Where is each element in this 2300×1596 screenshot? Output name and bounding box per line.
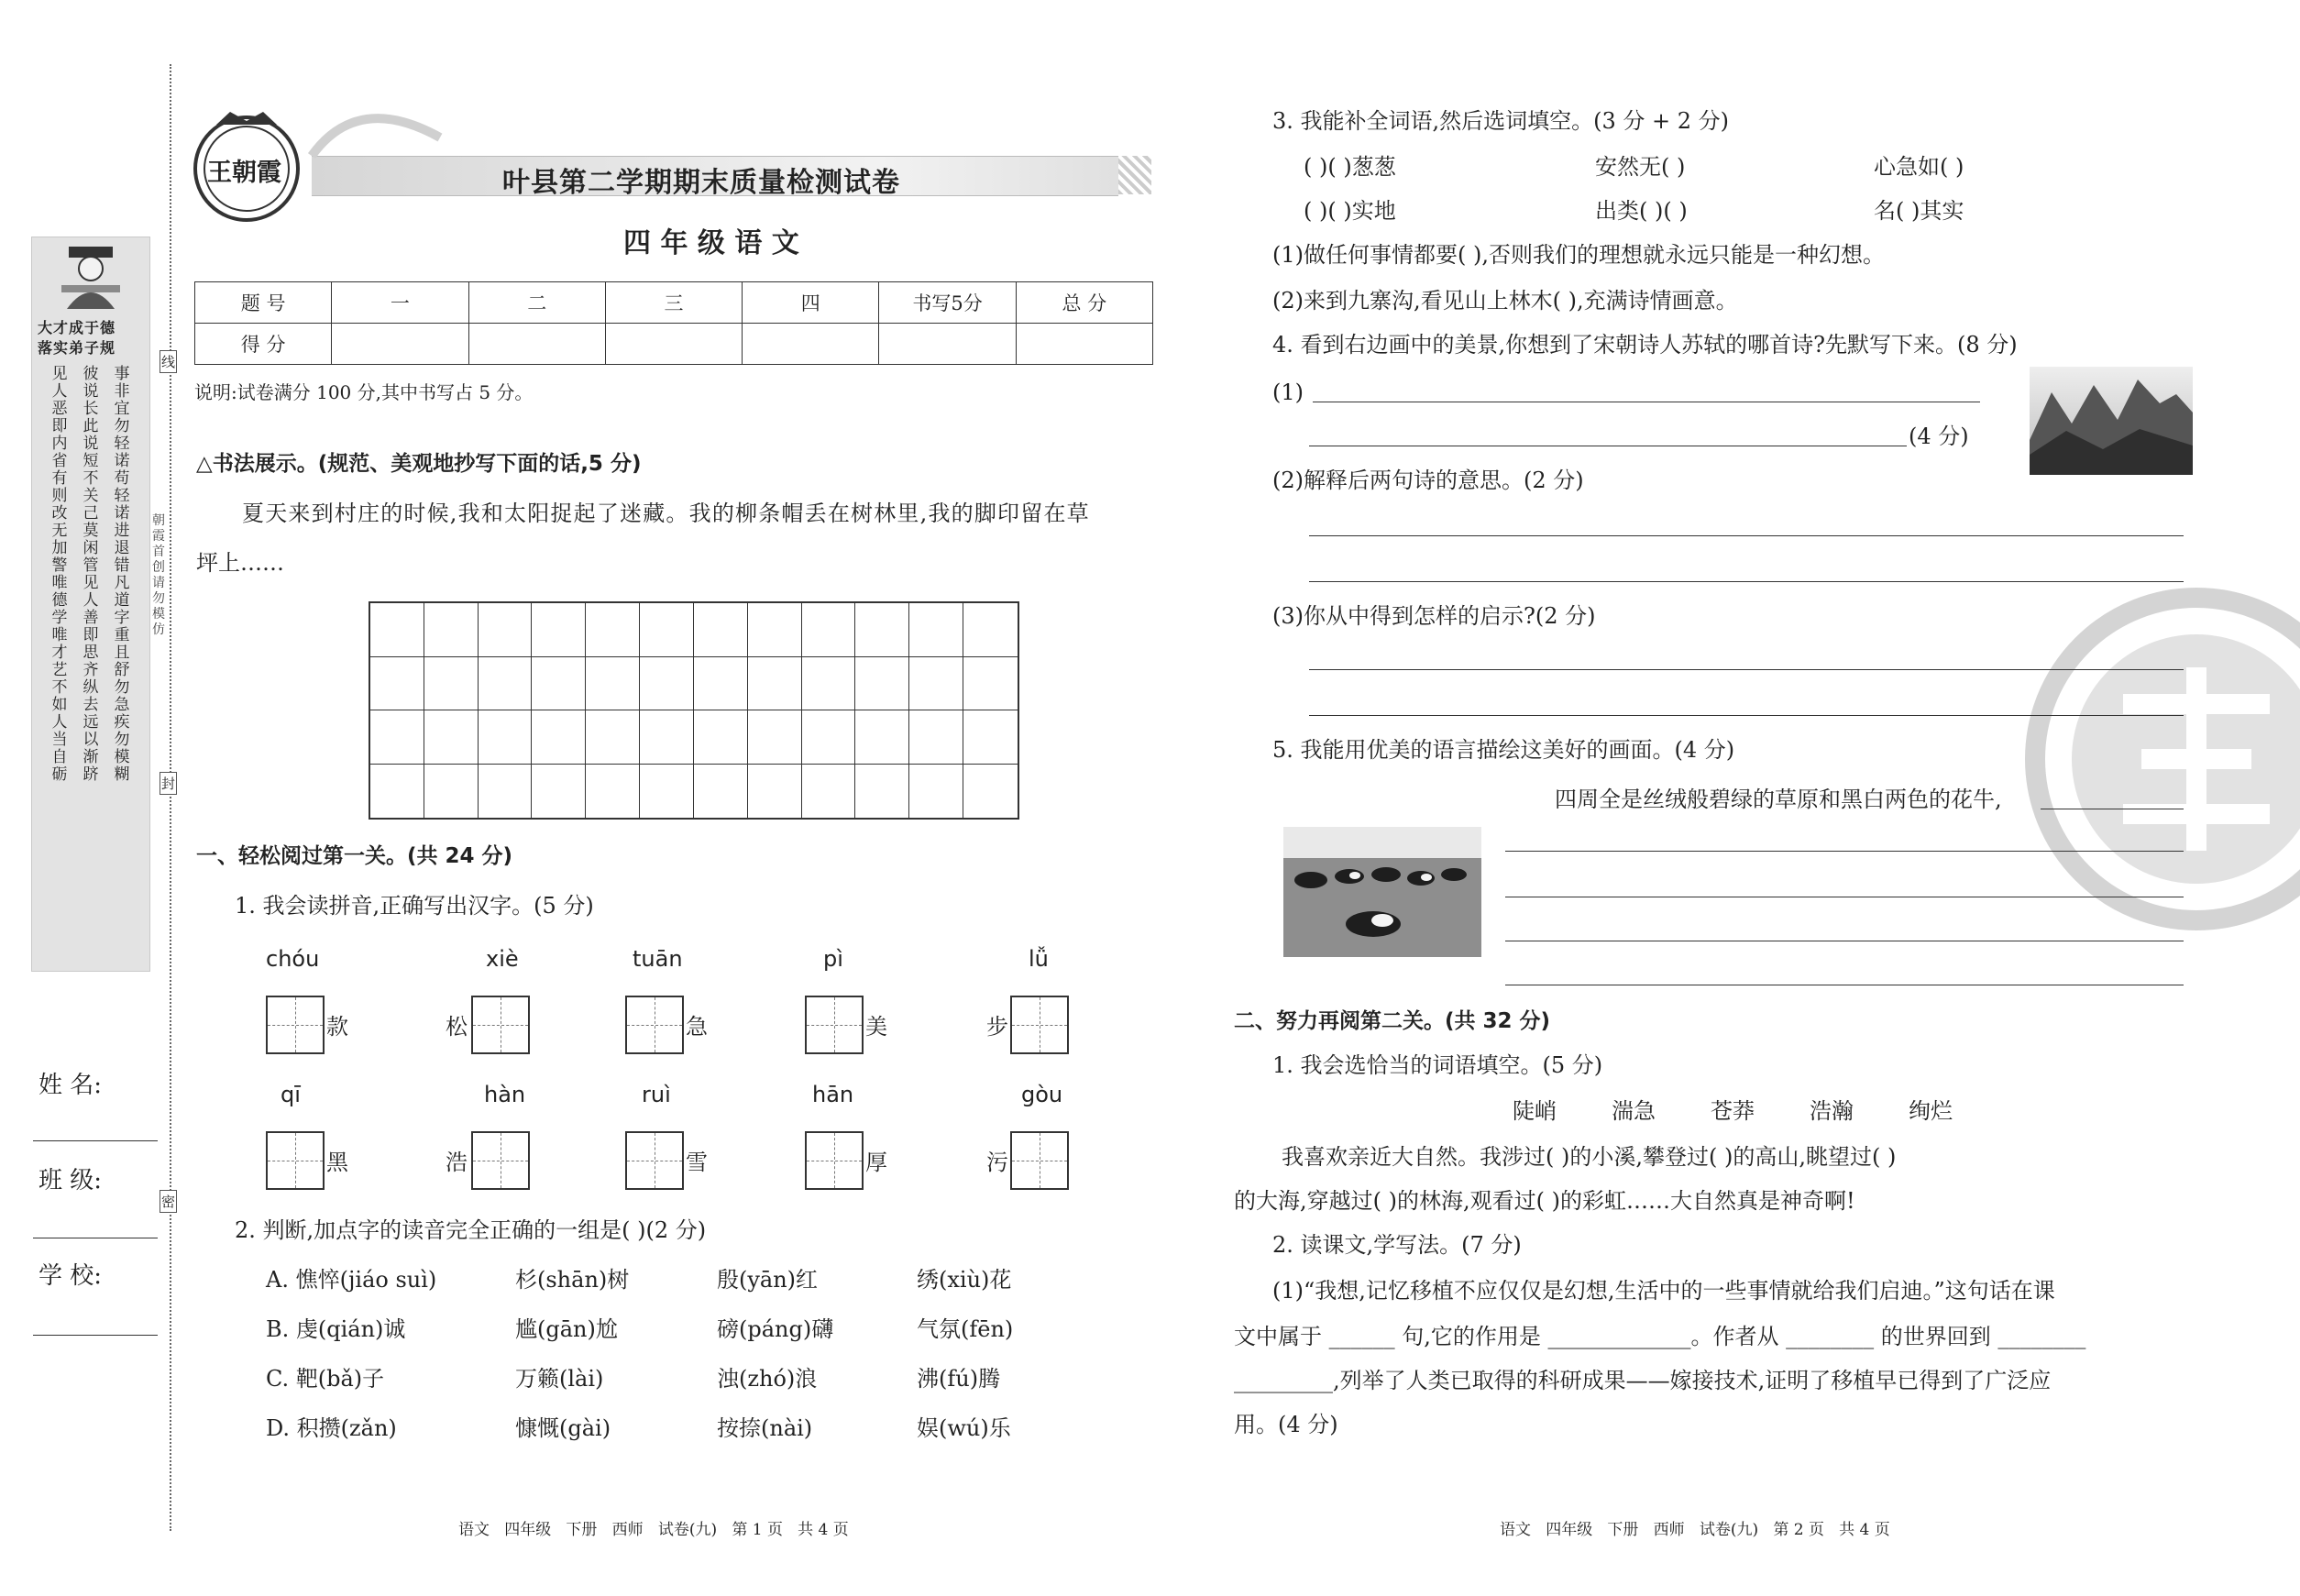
character-box[interactable]: [625, 1131, 684, 1190]
character-box[interactable]: [266, 1131, 325, 1190]
word-char: 款: [326, 1014, 348, 1040]
secret-watermark-icon: [2022, 585, 2300, 933]
word-char: 厚: [865, 1150, 887, 1175]
score-row-label: 得 分: [195, 324, 332, 365]
character-box[interactable]: [805, 996, 864, 1054]
score-header-cell: 三: [605, 282, 742, 324]
pinyin: tuān: [633, 946, 683, 972]
score-header-cell: 题 号: [195, 282, 332, 324]
calligraphy-grid[interactable]: [369, 601, 1019, 820]
exam-title: 叶县第二学期期末质量检测试卷: [502, 167, 900, 199]
option-a-word3: 殷(yān)红: [717, 1267, 819, 1293]
calligraphy-passage-line1: 夏天来到村庄的时候,我和太阳捉起了迷藏。我的柳条帽丢在树林里,我的脚印留在草: [242, 501, 1090, 526]
copyright-notice: 朝霞首创 请勿模仿: [152, 513, 165, 637]
option-c-word3: 浊(zhó)浪: [717, 1366, 818, 1392]
q4-part3: (3)你从中得到怎样的启示?(2 分): [1272, 603, 1596, 629]
mountain-landscape-image: [2030, 367, 2193, 475]
option-b-word4: 气氛(fēn): [917, 1316, 1014, 1342]
option-d[interactable]: D. 积攒(zǎn): [266, 1415, 397, 1441]
q4-heading: 4. 看到右边画中的美景,你想到了宋朝诗人苏轼的哪首诗?先默写下来。(8 分): [1272, 332, 2018, 358]
scholar-figure-icon: [60, 245, 122, 311]
class-label: 班 级:: [39, 1167, 103, 1194]
score-header-cell: 一: [332, 282, 468, 324]
option-b-word3: 磅(páng)礴: [717, 1316, 834, 1342]
section1-q1: 1. 我会读拼音,正确写出汉字。(5 分): [235, 893, 594, 919]
character-box[interactable]: [266, 996, 325, 1054]
score-header-cell: 总 分: [1016, 282, 1152, 324]
brand-logo-text: 王朝霞: [207, 159, 281, 187]
exam-note: 说明:试卷满分 100 分,其中书写占 5 分。: [194, 381, 534, 403]
option-a[interactable]: A. 憔悴(jiáo suì): [266, 1267, 437, 1293]
pinyin: gòu: [1021, 1082, 1063, 1107]
banner-pattern: [1118, 156, 1151, 194]
word-char: 急: [686, 1014, 708, 1040]
exam-subtitle: 四 年 级 语 文: [623, 227, 799, 259]
pinyin: qī: [281, 1082, 301, 1107]
word-bank-item: 湍急: [1612, 1098, 1656, 1124]
pinyin: pì: [823, 946, 843, 972]
section2-q2-line4: 用。(4 分): [1234, 1412, 1338, 1437]
option-a-word2: 杉(shān)树: [515, 1267, 630, 1293]
word-char: 美: [865, 1014, 887, 1040]
word-char: 步: [986, 1014, 1008, 1040]
section2-q2: 2. 读课文,学写法。(7 分): [1272, 1232, 1522, 1258]
pinyin: lǚ: [1029, 946, 1049, 972]
word-char: 浩: [446, 1150, 468, 1175]
q4-answer-line[interactable]: [1309, 535, 2184, 536]
option-d-word4: 娱(wú)乐: [917, 1415, 1011, 1441]
calligraphy-heading: △书法展示。(规范、美观地抄写下面的话,5 分): [196, 452, 642, 476]
word-char: 黑: [326, 1150, 348, 1175]
option-c-word2: 万籁(lài): [515, 1366, 604, 1392]
q5-heading: 5. 我能用优美的语言描绘这美好的画面。(4 分): [1272, 737, 1735, 763]
score-header-cell: 四: [743, 282, 879, 324]
motto-column-1: 见人恶即内省有则改无加警唯德学唯才艺不如人当自砺: [51, 365, 68, 784]
ribbon-decoration: [303, 101, 449, 165]
score-table-score-row: [195, 324, 1153, 365]
q4-part1-score: (4 分): [1909, 424, 1969, 449]
seal-mark-line: 线: [160, 350, 177, 373]
word-char: 松: [446, 1014, 468, 1040]
pinyin: hān: [812, 1082, 854, 1107]
motto-top-2: 落实弟子规: [38, 339, 116, 357]
footer-left: 语文 四年级 下册 西师 试卷(九) 第 1 页 共 4 页: [458, 1521, 849, 1539]
q4-answer-line[interactable]: [1309, 581, 2184, 582]
score-header-cell: 书写5分: [879, 282, 1016, 324]
word-bank-item: 陡峭: [1513, 1098, 1557, 1124]
q4-answer-line[interactable]: [1309, 715, 2184, 716]
pinyin: ruì: [642, 1082, 671, 1107]
option-b-word2: 尴(gān)尬: [515, 1316, 618, 1342]
section1-q2: 2. 判断,加点字的读音完全正确的一组是( )(2 分): [235, 1217, 707, 1243]
section2-q2-line3: _________,列举了人类已取得的科研成果——嫁接技术,证明了移植早已得到了广泛应: [1234, 1368, 2052, 1393]
footer-right: 语文 四年级 下册 西师 试卷(九) 第 2 页 共 4 页: [1500, 1521, 1890, 1539]
q4-answer-line[interactable]: [1309, 669, 2184, 670]
calligraphy-passage-line2: 坪上……: [196, 550, 284, 576]
word-bank-item: 苍莽: [1711, 1098, 1755, 1124]
pinyin: chóu: [266, 946, 320, 972]
option-c-word4: 沸(fú)腾: [917, 1366, 1001, 1392]
q3-word1: ( )( )葱葱: [1304, 154, 1396, 180]
binding-line: [170, 64, 171, 1531]
word-char: 污: [986, 1150, 1008, 1175]
option-a-word4: 绣(xiù)花: [917, 1267, 1012, 1293]
q3-heading: 3. 我能补全词语,然后选词填空。(3 分 + 2 分): [1272, 108, 1730, 134]
q3-word6: 名( )其实: [1874, 198, 1964, 224]
q3-sentence1: (1)做任何事情都要( ),否则我们的理想就永远只能是一种幻想。: [1272, 242, 1885, 268]
word-bank-item: 绚烂: [1909, 1098, 1953, 1124]
motto-column-2: 彼说长此说短不关己莫闲管见人善即思齐纵去远以渐跻: [83, 365, 99, 784]
pinyin: xiè: [486, 946, 519, 972]
option-b[interactable]: B. 虔(qián)诚: [266, 1316, 406, 1342]
motto-top-1: 大才成于德: [38, 319, 116, 336]
option-c[interactable]: C. 靶(bǎ)子: [266, 1366, 385, 1392]
score-cell[interactable]: [605, 324, 742, 365]
character-box[interactable]: [1010, 996, 1069, 1054]
section2-q2-line2: 文中属于 ______ 句,它的作用是 _____________。作者从 ________ 的世界回到 ________: [1234, 1324, 2086, 1349]
name-field[interactable]: [33, 1140, 158, 1141]
word-bank-item: 浩瀚: [1810, 1098, 1854, 1124]
score-table-header-row: [195, 282, 1153, 324]
seal-mark-seal: 封: [160, 772, 177, 795]
q3-word2: 安然无( ): [1595, 154, 1686, 180]
score-table: [194, 281, 1153, 365]
section2-q1: 1. 我会选恰当的词语填空。(5 分): [1272, 1052, 1603, 1078]
q4-part1-label: (1): [1272, 380, 1304, 405]
q4-part2: (2)解释后两句诗的意思。(2 分): [1272, 468, 1584, 493]
section2-heading: 二、努力再阅第二关。(共 32 分): [1234, 1009, 1551, 1033]
q5-answer-line[interactable]: [1505, 851, 2184, 852]
pinyin: hàn: [484, 1082, 526, 1107]
character-box[interactable]: [1010, 1131, 1069, 1190]
q3-word5: 出类( )( ): [1595, 198, 1688, 224]
character-box[interactable]: [471, 996, 530, 1054]
score-cell[interactable]: [468, 324, 605, 365]
cows-on-grassland-image: [1283, 827, 1481, 957]
motto-column-3: 事非宜勿轻诺苟轻诺进退错凡道字重且舒勿急疾勿模糊: [114, 365, 130, 784]
character-box[interactable]: [625, 996, 684, 1054]
section1-heading: 一、轻松阅过第一关。(共 24 分): [196, 844, 513, 868]
motto-strip: [31, 237, 150, 972]
name-label: 姓 名:: [39, 1072, 103, 1099]
word-char: 雪: [686, 1150, 708, 1175]
character-box[interactable]: [471, 1131, 530, 1190]
character-box[interactable]: [805, 1131, 864, 1190]
option-d-word2: 慷慨(gài): [515, 1415, 611, 1441]
q3-sentence2: (2)来到九寨沟,看见山上林木( ),充满诗情画意。: [1272, 288, 1738, 314]
school-label: 学 校:: [39, 1262, 103, 1290]
section2-q2-line1: (1)“我想,记忆移植不应仅仅是幻想,生活中的一些事情就给我们启迪。”这句话在课: [1272, 1278, 2055, 1304]
school-field[interactable]: [33, 1335, 158, 1336]
score-cell[interactable]: [332, 324, 468, 365]
q3-word3: 心急如( ): [1874, 154, 1964, 180]
q3-word4: ( )( )实地: [1304, 198, 1396, 224]
section2-paragraph-line1: 我喜欢亲近大自然。我涉过( )的小溪,攀登过( )的高山,眺望过( ): [1282, 1144, 1897, 1170]
seal-mark-secret: 密: [160, 1190, 177, 1213]
score-header-cell: 二: [468, 282, 605, 324]
score-cell[interactable]: [879, 324, 1016, 365]
q5-start-text: 四周全是丝绒般碧绿的草原和黑白两色的花牛,: [1555, 787, 2002, 812]
score-cell[interactable]: [1016, 324, 1152, 365]
section2-paragraph-line2: 的大海,穿越过( )的林海,观看过( )的彩虹……大自然真是神奇啊!: [1234, 1188, 1855, 1214]
score-cell[interactable]: [743, 324, 879, 365]
option-d-word3: 按捺(nài): [717, 1415, 813, 1441]
